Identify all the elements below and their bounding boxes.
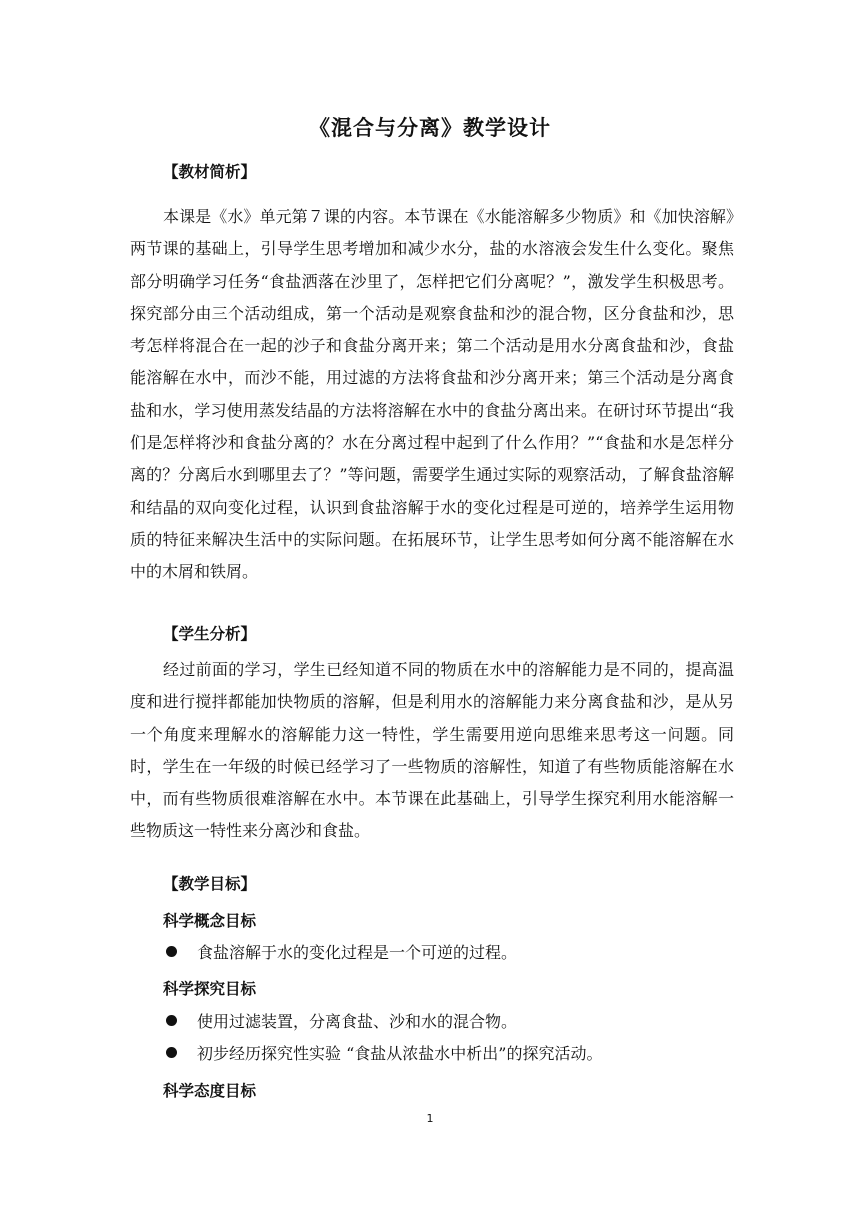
bullet-icon xyxy=(166,1015,177,1026)
section-paragraph-textbook-analysis: 本课是《水》单元第７课的内容。本节课在《水能溶解多少物质》和《加快溶解》两节课的基础上，引导学生思考增加和减少水分，盐的水溶液会发生什么变化。聚焦部分明确学习任务“食盐洒落在沙里了，怎样把它们分离呢？”，激发学生积极思考。探究部分由三个活动组成，第一个活动是观察食盐和沙的混合物，区分食盐和沙，思考怎样将混合在一起的沙子和食盐分离开来；第二个活动是用水分离食盐和沙，食盐能溶解在水中，而沙不能，用过滤的方法将食盐和沙分离开来；第三个活动是分离食盐和水，学习使用蒸发结晶的方法将溶解在水中的食盐分离出来。在研讨环节提出“我们是怎样将沙和食盐分离的？水在分离过程中起到了什么作用？”“食盐和水是怎样分离的？分离后水到哪里去了？”等问题，需要学生通过实际的观察活动，了解食盐溶解和结晶的双向变化过程，认识到食盐溶解于水的变化过程是可逆的，培养学生运用物质的特征来解决生活中的实际问题。在拓展环节，让学生思考如何分离不能溶解在水中的木屑和铁屑。 xyxy=(130,207,734,582)
goal-subheading-attitude: 科学态度目标 xyxy=(163,1082,257,1100)
goal-item-text: 食盐溶解于水的变化过程是一个可逆的过程。 xyxy=(197,943,518,962)
section-paragraph-student-analysis: 经过前面的学习，学生已经知道不同的物质在水中的溶解能力是不同的，提高温度和进行搅拌都能加快物质的溶解，但是利用水的溶解能力来分离食盐和沙，是从另一个角度来理解水的溶解能力这一特性，学生需要用逆向思维来思考这一问题。同时，学生在一年级的时候已经学习了一些物质的溶解性，知道了有些物质能溶解在水中，而有些物质很难溶解在水中。本节课在此基础上，引导学生探究利用水能溶解一些物质这一特性来分离沙和食盐。 xyxy=(130,660,734,841)
bullet-icon xyxy=(166,1047,177,1058)
document-title: 《混合与分离》教学设计 xyxy=(309,116,551,140)
section-heading-textbook-analysis: 【教材简析】 xyxy=(163,163,257,181)
goal-item-text: 初步经历探究性实验 “食盐从浓盐水中析出”的探究活动。 xyxy=(197,1044,603,1063)
goal-item-inquiry xyxy=(163,1043,743,1065)
goal-subheading-inquiry: 科学探究目标 xyxy=(163,980,257,998)
section-heading-teaching-goals: 【教学目标】 xyxy=(163,875,257,893)
page-number: 1 xyxy=(426,1112,434,1125)
goal-item-concept xyxy=(163,942,743,964)
section-heading-student-analysis: 【学生分析】 xyxy=(163,625,257,643)
goal-subheading-concept: 科学概念目标 xyxy=(163,912,257,930)
goal-item-inquiry xyxy=(163,1011,743,1033)
goal-item-text: 使用过滤装置，分离食盐、沙和水的混合物。 xyxy=(197,1012,518,1031)
bullet-icon xyxy=(166,946,177,957)
